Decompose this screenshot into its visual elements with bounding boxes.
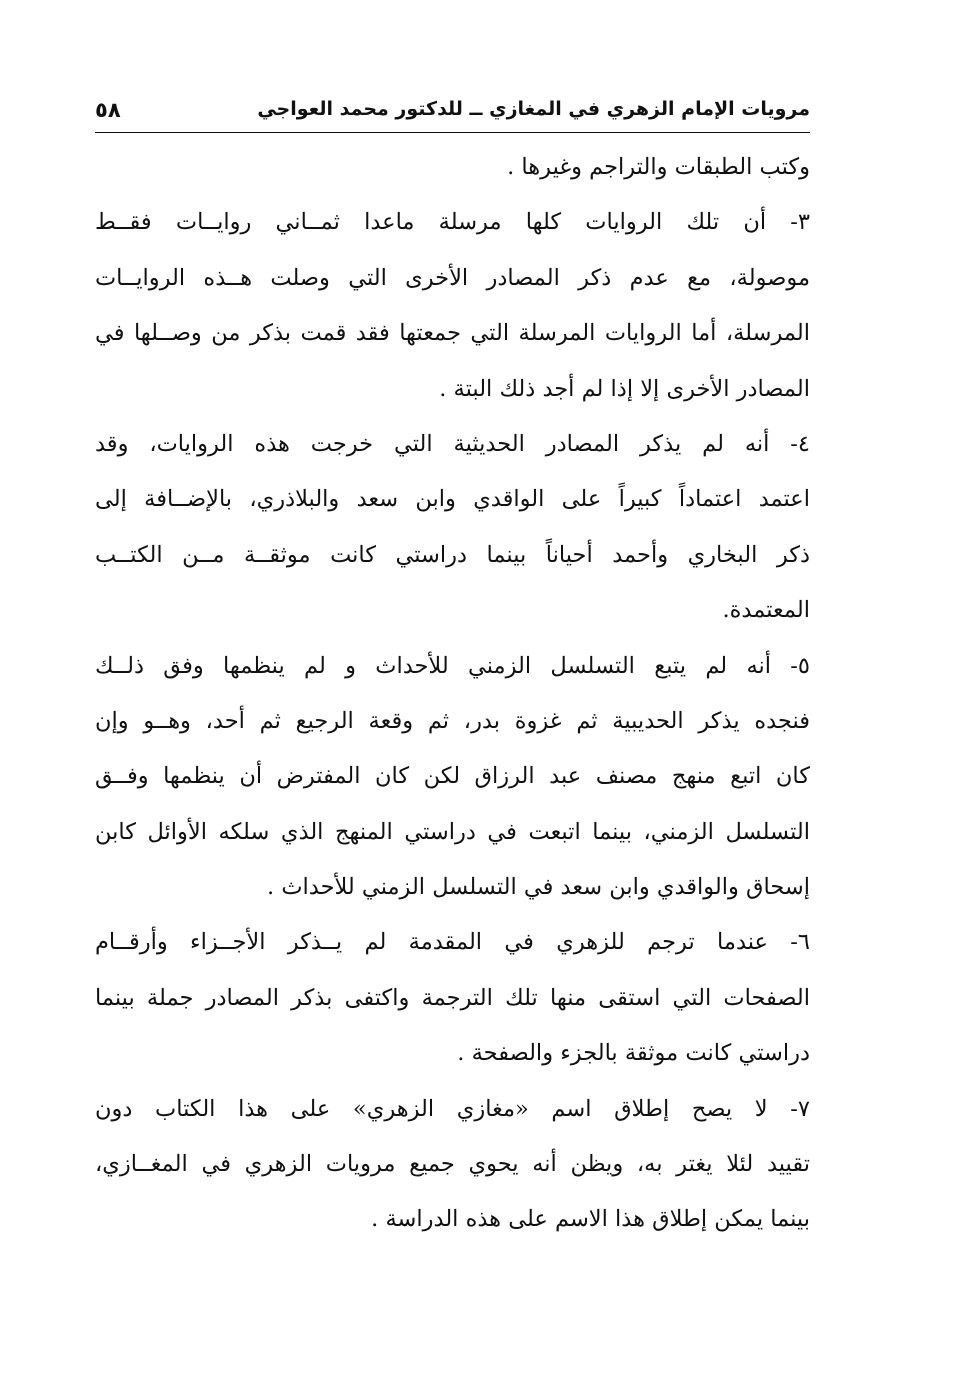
- text-line: دراستي كانت موثقة بالجزء والصفحة .: [457, 1040, 810, 1067]
- text-line: ٥- أنه لم يتبع التسلسل الزمني للأحداث و لم ينظمها وفق ذلــك: [95, 652, 810, 679]
- page-number: ٥٨: [95, 98, 121, 122]
- text-line: الصفحات التي استقى منها تلك الترجمة واكتفى بذكر المصادر جملة بينما: [95, 984, 810, 1011]
- document-page: [95, 96, 810, 1296]
- text-line: التسلسل الزمني، بينما اتبعت في دراستي المنهج الذي سلكه الأوائل كابن: [95, 818, 810, 845]
- text-line: المرسلة، أما الروايات المرسلة التي جمعتها فقد قمت بذكر من وصــلها في: [95, 320, 810, 347]
- text-line: اعتمد اعتماداً كبيراً على الواقدي وابن سعد والبلاذري، بالإضــافة إلى: [95, 486, 810, 513]
- text-line: بينما يمكن إطلاق هذا الاسم على هذه الدراسة .: [371, 1206, 810, 1233]
- text-line: تقييد لئلا يغتر به، ويظن أنه يحوي جميع مرويات الزهري في المغــازي،: [95, 1151, 810, 1178]
- text-line: إسحاق والواقدي وابن سعد في التسلسل الزمني للأحداث .: [267, 874, 810, 901]
- header-rule: [95, 132, 810, 133]
- header-title: مرويات الإمام الزهري في المغازي ــ للدكتور محمد العواجي: [257, 98, 810, 120]
- text-line: فنجده يذكر الحديبية ثم غزوة بدر، ثم وقعة الرجيع ثم أحد، وهــو وإن: [95, 707, 810, 734]
- text-line: وكتب الطبقات والتراجم وغيرها .: [507, 154, 810, 180]
- text-line: المعتمدة.: [722, 597, 810, 624]
- body-text: [95, 140, 810, 1248]
- text-line: ٣- أن تلك الروايات كلها مرسلة ماعدا ثمــاني روايــات فقــط: [95, 209, 810, 236]
- running-header: [95, 96, 810, 132]
- text-line: المصادر الأخرى إلا إذا لم أجد ذلك البتة .: [439, 375, 810, 402]
- text-line: موصولة، مع عدم ذكر المصادر الأخرى التي وصلت هــذه الروايــات: [95, 264, 810, 291]
- text-line: كان اتبع منهج مصنف عبد الرزاق لكن كان المفترض أن ينظمها وفــق: [95, 763, 810, 790]
- text-line: ٦- عندما ترجم للزهري في المقدمة لم يــذكر الأجــزاء وأرقــام: [95, 929, 810, 956]
- text-line: ٧- لا يصح إطلاق اسم «مغازي الزهري» على هذا الكتاب دون: [95, 1095, 810, 1122]
- text-line: ٤- أنه لم يذكر المصادر الحديثية التي خرجت هذه الروايات، وقد: [95, 430, 810, 457]
- text-line: ذكر البخاري وأحمد أحياناً بينما دراستي كانت موثقــة مــن الكتــب: [95, 541, 810, 568]
